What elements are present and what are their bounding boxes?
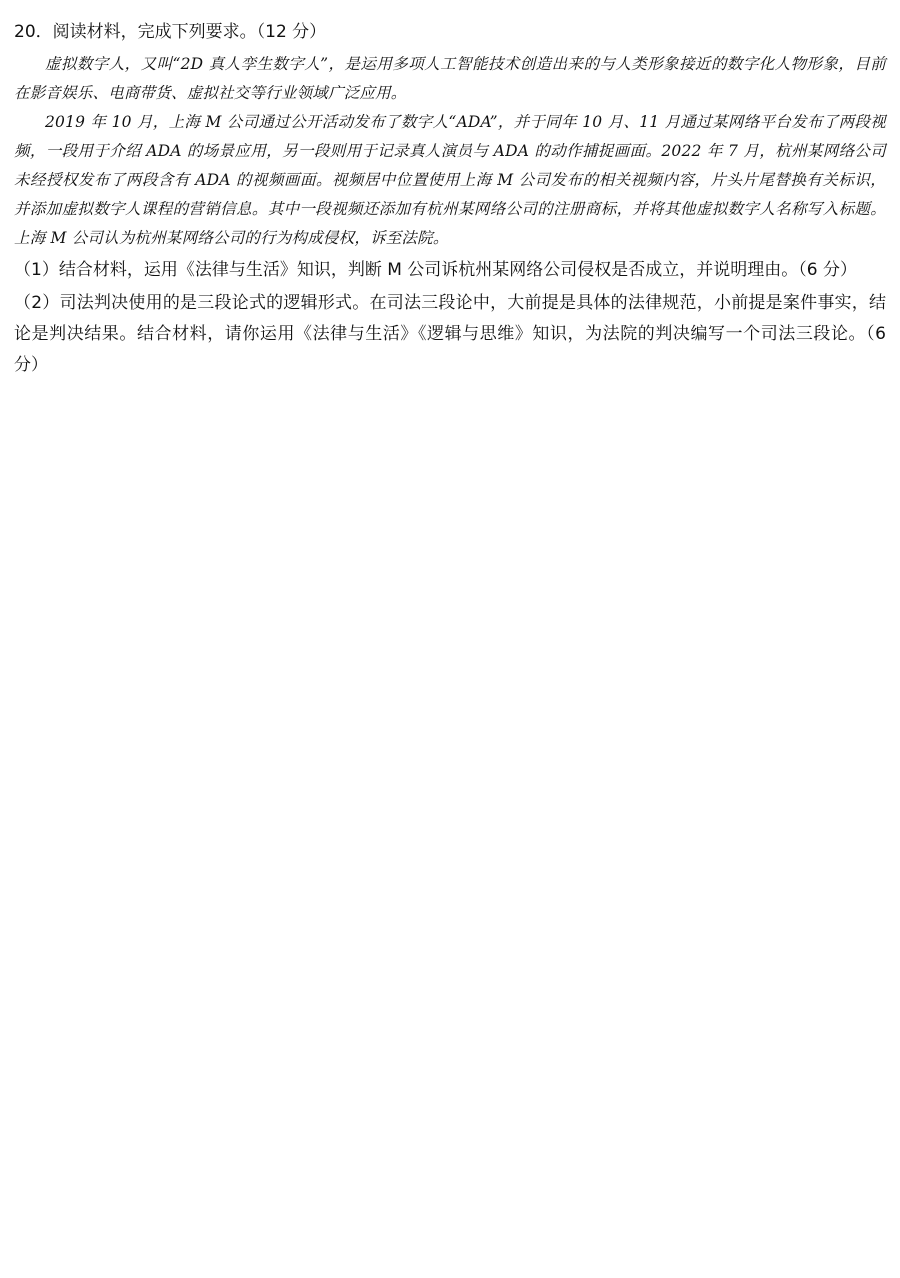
material-paragraph: 虚拟数字人，又叫“2D 真人孪生数字人”，是运用多项人工智能技术创造出来的与人类形象接近的数字化人物形象，目前在影音娱乐、电商带货、虚拟社交等行业领域广泛应用。	[14, 55, 886, 102]
question-title: 20．阅读材料，完成下列要求。（12 分）	[14, 22, 327, 42]
sub-question-2: （2）司法判决使用的是三段论式的逻辑形式。在司法三段论中，大前提是具体的法律规范，小前提是案件事实，结论是判决结果。结合材料，请你运用《法律与生活》《逻辑与思维》知识，为法院的判决编写一个司法三段论。（6 分）	[14, 293, 886, 375]
question-block	[14, 20, 886, 381]
sub-question-1: （1）结合材料，运用《法律与生活》知识，判断 M 公司诉杭州某网络公司侵权是否成立，并说明理由。（6 分）	[14, 260, 858, 280]
reading-material	[14, 50, 886, 253]
material-paragraph: 2019 年 10 月，上海 M 公司通过公开活动发布了数字人“ADA”，并于同年 10 月、11 月通过某网络平台发布了两段视频，一段用于介绍 ADA 的场景应用，另一段则用于记录真人演员与 ADA 的动作捕捉画面。2022 年 7 月，杭州某网络公司未经授权发布了两段含有 ADA 的视频画面。视频居中位置使用上海 M 公司发布的相关视频内容，片头片尾替换有关标识，并添加虚拟数字人课程的营销信息。其中一段视频还添加有杭州某网络公司的注册商标，并将其他虚拟数字人名称写入标题。上海 M 公司认为杭州某网络公司的行为构成侵权，诉至法院。	[14, 113, 886, 247]
